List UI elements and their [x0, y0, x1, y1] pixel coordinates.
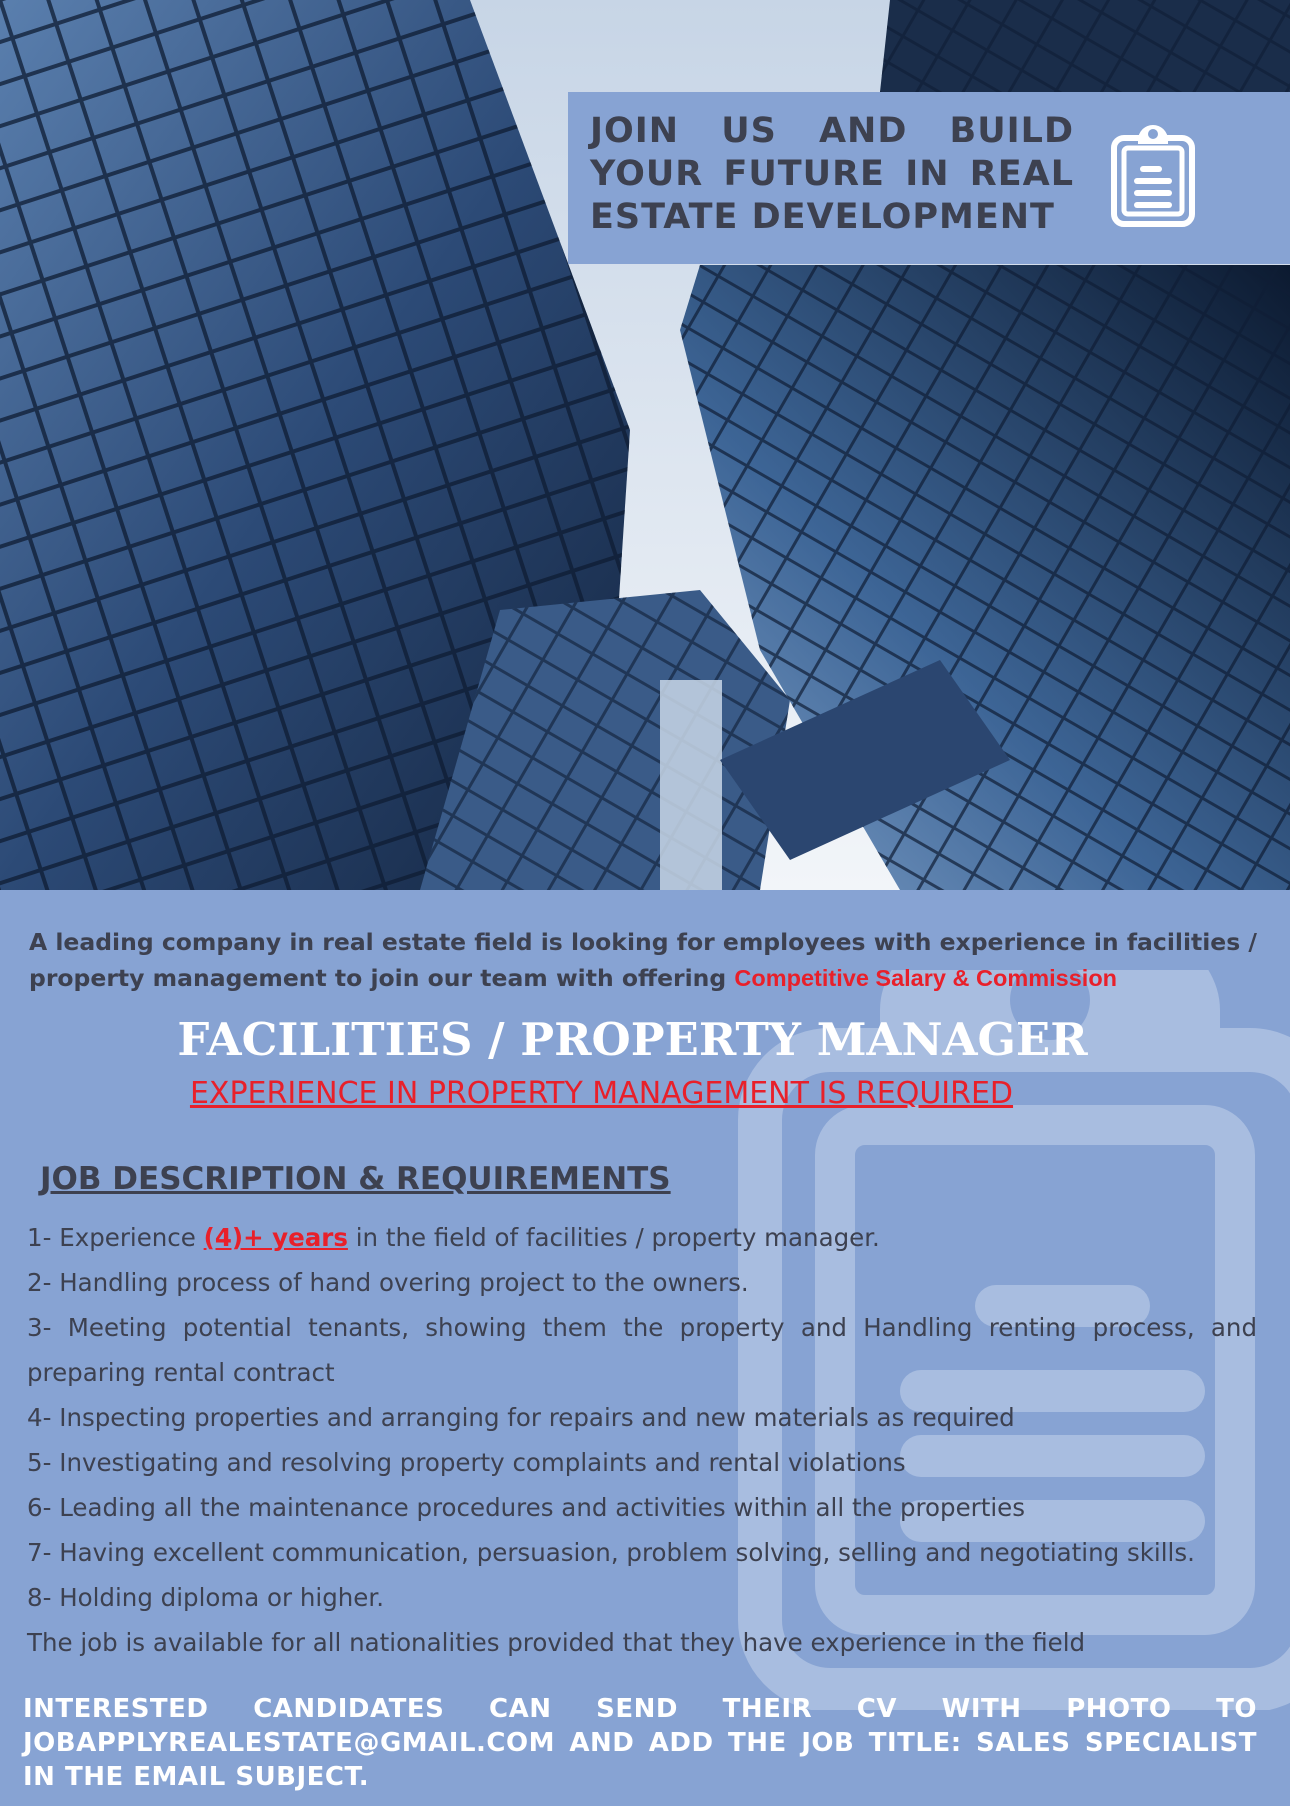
- header-title: JOIN US AND BUILD YOUR FUTURE IN REAL ESTATE DEVELOPMENT: [590, 111, 1074, 237]
- nationality-note: The job is available for all nationalities provided that they have experience in the field: [27, 1628, 1086, 1657]
- intro-paragraph: [29, 924, 1257, 996]
- list-item: 2- Handling process of hand overing project to the owners.: [27, 1268, 749, 1297]
- list-item: 7- Having excellent communication, persuasion, problem solving, selling and negotiating skills.: [27, 1538, 1195, 1567]
- list-item: 3- Meeting potential tenants, showing them the property and Handling renting process, and preparing rental contract: [27, 1313, 1257, 1387]
- application-instructions: INTERESTED CANDIDATES CAN SEND THEIR CV WITH PHOTO TO JOBAPPLYREALESTATE@GMAIL.COM AND ADD THE JOB TITLE: SALES SPECIALIST IN THE EMAIL SUBJECT.: [23, 1694, 1257, 1792]
- list-item: 5- Investigating and resolving property complaints and rental violations: [27, 1448, 906, 1477]
- requirements-list: [27, 1215, 1257, 1665]
- salary-highlight: Competitive Salary & Commission: [734, 965, 1118, 991]
- clipboard-icon: [1110, 124, 1198, 228]
- list-item: [27, 1215, 1257, 1260]
- experience-requirement: EXPERIENCE IN PROPERTY MANAGEMENT IS REQUIRED: [189, 1076, 1014, 1111]
- item-text: in the field of facilities / property manager.: [347, 1223, 880, 1252]
- header-banner: [568, 92, 1290, 264]
- section-heading: JOB DESCRIPTION & REQUIREMENTS: [40, 1161, 671, 1197]
- item-text: 1- Experience: [27, 1223, 204, 1252]
- list-item: 6- Leading all the maintenance procedures and activities within all the properties: [27, 1493, 1025, 1522]
- list-item: 8- Holding diploma or higher.: [27, 1583, 384, 1612]
- list-item: 4- Inspecting properties and arranging for repairs and new materials as required: [27, 1403, 1015, 1432]
- intro-text: A leading company in real estate field is looking for employees with experience in facilities / property management to join our team with offering: [29, 928, 1257, 992]
- years-highlight: (4)+ years: [203, 1223, 348, 1252]
- content-area: [0, 890, 1290, 1806]
- job-title: FACILITIES / PROPERTY MANAGER: [177, 1013, 1088, 1066]
